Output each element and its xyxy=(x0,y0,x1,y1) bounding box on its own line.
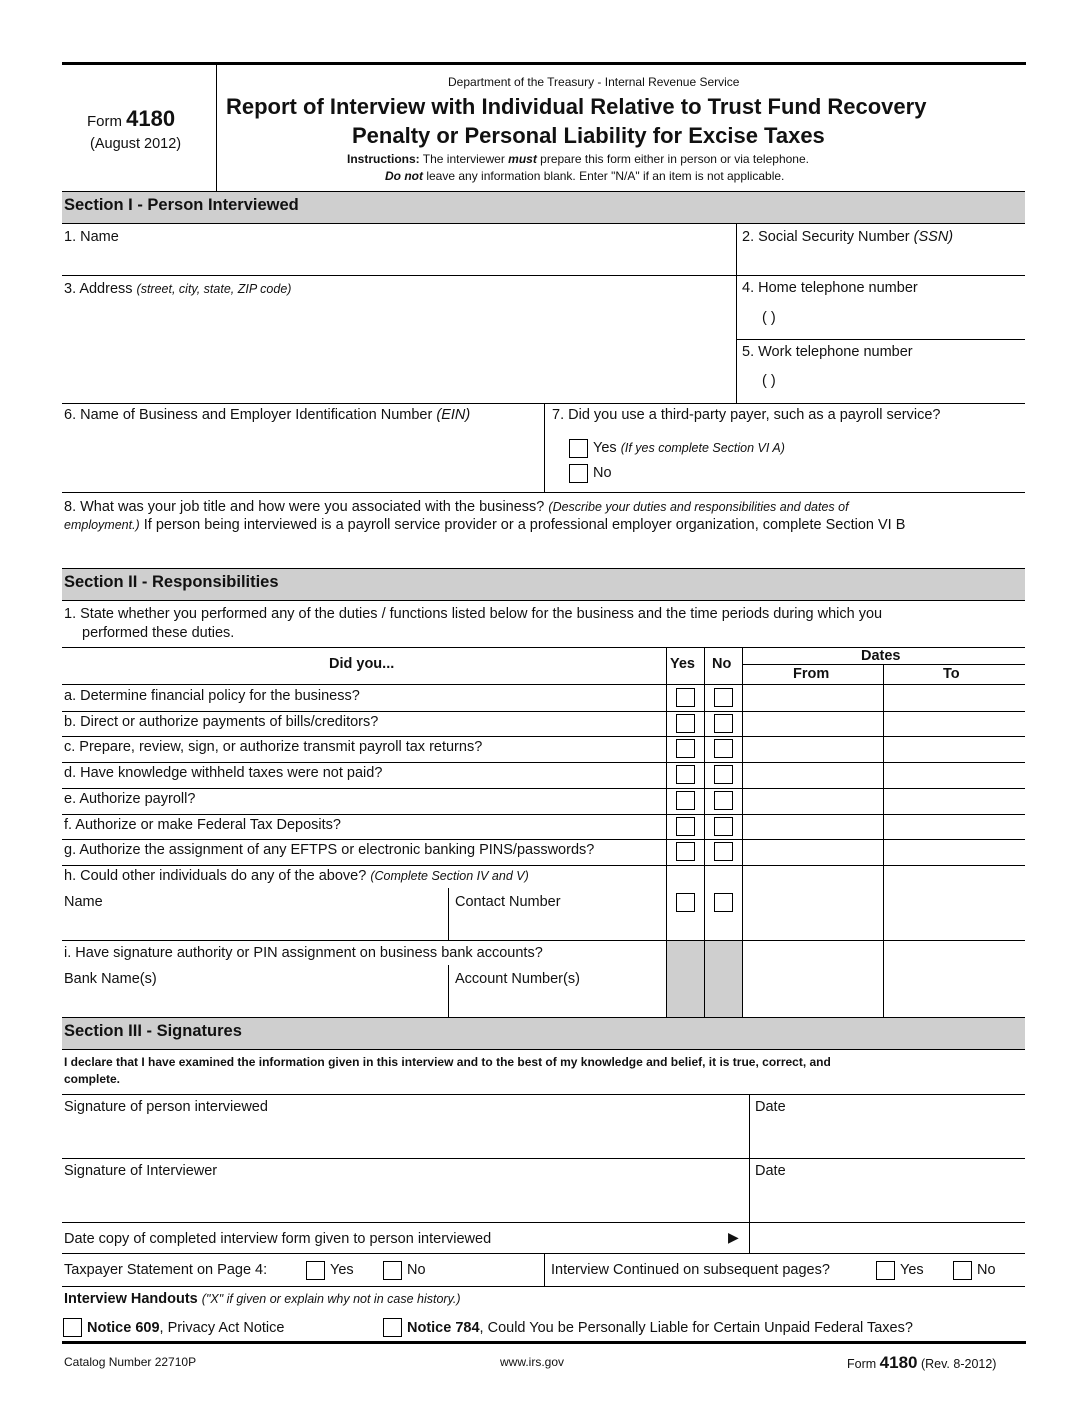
q7-yes-checkbox[interactable] xyxy=(569,439,588,458)
q7-yes-label: Yes (If yes complete Section VI A) xyxy=(593,440,785,456)
row-h-no-checkbox[interactable] xyxy=(714,893,733,912)
divider xyxy=(62,1286,1025,1287)
duty-from-field[interactable] xyxy=(743,685,883,710)
bottom-rule xyxy=(62,1341,1026,1344)
sig-interviewer-label: Signature of Interviewer xyxy=(64,1163,218,1179)
sig-person-label: Signature of person interviewed xyxy=(64,1099,268,1115)
duty-from-field[interactable] xyxy=(743,711,883,736)
form-label: Form 4180 xyxy=(87,106,176,131)
date-copy-label: Date copy of completed interview form given to person interviewed xyxy=(64,1231,492,1247)
divider xyxy=(544,403,545,492)
continued-yes-label: Yes xyxy=(900,1262,924,1278)
q8-field[interactable] xyxy=(62,536,1025,568)
row-i-bank-label: Bank Name(s) xyxy=(64,971,157,987)
q7-no-label: No xyxy=(593,465,612,481)
section2-intro: 1. State whether you performed any of the duties / functions listed below for the business and the time periods during which you xyxy=(64,606,883,622)
form-title-line1: Report of Interview with Individual Relative to Trust Fund Recovery xyxy=(226,94,927,119)
duty-to-field[interactable] xyxy=(884,762,1025,787)
arrow-right-icon: ▶ xyxy=(728,1229,739,1245)
duty-to-field[interactable] xyxy=(884,839,1025,864)
address-field[interactable] xyxy=(62,276,736,403)
row-i-bank-field[interactable] xyxy=(62,990,448,1017)
section2-header: Section II - Responsibilities xyxy=(62,568,1025,601)
duty-no-checkbox[interactable] xyxy=(714,765,733,784)
footer-form-number: Form 4180 (Rev. 8-2012) xyxy=(847,1353,997,1372)
q7-no-checkbox[interactable] xyxy=(569,464,588,483)
ssn-field[interactable] xyxy=(737,224,1025,275)
work-phone-field[interactable]: ( ) xyxy=(762,373,776,389)
continued-no-label: No xyxy=(977,1262,996,1278)
catalog-number: Catalog Number 22710P xyxy=(64,1355,197,1369)
row-h-name-label: Name xyxy=(64,894,103,910)
row-i-yes-shaded xyxy=(667,941,704,1017)
notice609-label: Notice 609, Privacy Act Notice xyxy=(87,1320,285,1336)
notice784-checkbox[interactable] xyxy=(383,1318,402,1337)
date1-label: Date xyxy=(755,1099,786,1115)
duty-no-checkbox[interactable] xyxy=(714,688,733,707)
duty-yes-checkbox[interactable] xyxy=(676,714,695,733)
home-phone-label: 4. Home telephone number xyxy=(742,280,918,296)
duty-no-checkbox[interactable] xyxy=(714,739,733,758)
sig-person-field[interactable] xyxy=(62,1095,749,1158)
continued-yes-checkbox[interactable] xyxy=(876,1261,895,1280)
department: Department of the Treasury - Internal Revenue Service xyxy=(448,75,740,89)
address-label: 3. Address (street, city, state, ZIP code) xyxy=(64,281,292,297)
duty-to-field[interactable] xyxy=(884,736,1025,761)
duty-from-field[interactable] xyxy=(743,788,883,813)
col-to: To xyxy=(943,666,960,682)
row-i-to-field[interactable] xyxy=(884,941,1025,1017)
duty-yes-checkbox[interactable] xyxy=(676,842,695,861)
duty-to-field[interactable] xyxy=(884,788,1025,813)
taxpayer-yes-label: Yes xyxy=(330,1262,354,1278)
ssn-label: 2. Social Security Number (SSN) xyxy=(742,229,954,245)
q8-label-line2: employment.) If person being interviewed is a payroll service provider or a professional employer organization, complete Section VI B xyxy=(64,517,906,533)
instructions-line1: Instructions: The interviewer must prepare this form either in person or via telephone. xyxy=(347,152,809,166)
sig-interviewer-field[interactable] xyxy=(62,1159,749,1222)
business-ein-field[interactable] xyxy=(62,404,544,492)
duty-no-checkbox[interactable] xyxy=(714,714,733,733)
row-i-label: i. Have signature authority or PIN assignment on business bank accounts? xyxy=(64,945,543,961)
col-yes: Yes xyxy=(670,656,695,672)
duty-label: d. Have knowledge withheld taxes were not paid? xyxy=(64,765,383,782)
row-h-yes-checkbox[interactable] xyxy=(676,893,695,912)
notice784-label: Notice 784, Could You be Personally Liable for Certain Unpaid Federal Taxes? xyxy=(407,1320,913,1336)
duty-label: b. Direct or authorize payments of bills/creditors? xyxy=(64,713,379,730)
duty-label: g. Authorize the assignment of any EFTPS or electronic banking PINS/passwords? xyxy=(64,842,595,859)
duty-from-field[interactable] xyxy=(743,762,883,787)
taxpayer-stmt-label: Taxpayer Statement on Page 4: xyxy=(64,1262,268,1278)
duty-yes-checkbox[interactable] xyxy=(676,817,695,836)
top-rule xyxy=(62,62,1026,65)
row-i-from-field[interactable] xyxy=(743,941,883,1017)
col-no: No xyxy=(712,656,732,672)
declaration: I declare that I have examined the information given in this interview and to the best of my knowledge and belief, it is true, correct, and xyxy=(64,1055,831,1069)
website: www.irs.gov xyxy=(500,1355,565,1369)
name-label: 1. Name xyxy=(64,229,119,245)
divider xyxy=(736,339,1025,340)
row-h-contact-field[interactable] xyxy=(449,912,666,940)
duty-to-field[interactable] xyxy=(884,685,1025,710)
duty-label: f. Authorize or make Federal Tax Deposits? xyxy=(64,816,341,833)
business-ein-label: 6. Name of Business and Employer Identification Number (EIN) xyxy=(64,407,471,423)
form-title-line2: Penalty or Personal Liability for Excise Taxes xyxy=(352,123,825,148)
handouts-label: Interview Handouts ("X" if given or explain why not in case history.) xyxy=(64,1291,461,1307)
row-h-label: h. Could other individuals do any of the above? (Complete Section IV and V) xyxy=(64,868,529,884)
row-i-account-field[interactable] xyxy=(449,990,666,1017)
duty-label: a. Determine financial policy for the business? xyxy=(64,688,360,704)
header-divider xyxy=(216,64,217,191)
col-from: From xyxy=(793,666,830,682)
q7-label: 7. Did you use a third-party payer, such as a payroll service? xyxy=(552,407,941,423)
date1-field[interactable] xyxy=(750,1095,1025,1158)
name-field[interactable] xyxy=(62,224,736,275)
row-i-no-shaded xyxy=(705,941,742,1017)
notice609-checkbox[interactable] xyxy=(63,1318,82,1337)
duty-from-field[interactable] xyxy=(743,736,883,761)
row-h-from-field[interactable] xyxy=(743,863,883,940)
col-did-you: Did you... xyxy=(329,656,395,672)
duty-from-field[interactable] xyxy=(743,814,883,839)
row-h-contact-label: Contact Number xyxy=(455,894,561,910)
q8-label: 8. What was your job title and how were you associated with the business? (Describe your duties and responsibilities and dates of xyxy=(64,499,849,515)
instructions-line2: Do not leave any information blank. Enter "N/A" if an item is not applicable. xyxy=(385,169,785,183)
row-i-account-label: Account Number(s) xyxy=(455,971,580,987)
duty-to-field[interactable] xyxy=(884,711,1025,736)
duty-yes-checkbox[interactable] xyxy=(676,688,695,707)
section1-header: Section I - Person Interviewed xyxy=(62,191,1025,224)
home-phone-field[interactable]: ( ) xyxy=(762,310,776,326)
section2-intro-line2: performed these duties. xyxy=(82,625,235,641)
duty-yes-checkbox[interactable] xyxy=(676,739,695,758)
divider xyxy=(62,492,1025,493)
duty-label: e. Authorize payroll? xyxy=(64,790,196,807)
continued-label: Interview Continued on subsequent pages? xyxy=(551,1262,830,1278)
date2-label: Date xyxy=(755,1163,786,1179)
taxpayer-no-label: No xyxy=(407,1262,426,1278)
duty-no-checkbox[interactable] xyxy=(714,791,733,810)
date2-field[interactable] xyxy=(750,1159,1025,1222)
divider xyxy=(544,1253,545,1286)
declaration-line2: complete. xyxy=(64,1072,121,1086)
duty-to-field[interactable] xyxy=(884,814,1025,839)
row-h-name-field[interactable] xyxy=(62,912,448,940)
duty-label: c. Prepare, review, sign, or authorize transmit payroll tax returns? xyxy=(64,739,483,756)
duty-no-checkbox[interactable] xyxy=(714,842,733,861)
duty-yes-checkbox[interactable] xyxy=(676,765,695,784)
taxpayer-yes-checkbox[interactable] xyxy=(306,1261,325,1280)
date-copy-field[interactable] xyxy=(750,1223,1025,1253)
duty-no-checkbox[interactable] xyxy=(714,817,733,836)
taxpayer-no-checkbox[interactable] xyxy=(383,1261,402,1280)
row-h-to-field[interactable] xyxy=(884,863,1025,940)
section3-header: Section III - Signatures xyxy=(62,1017,1025,1050)
duty-from-field[interactable] xyxy=(743,839,883,864)
duty-yes-checkbox[interactable] xyxy=(676,791,695,810)
col-dates: Dates xyxy=(861,648,901,664)
continued-no-checkbox[interactable] xyxy=(953,1261,972,1280)
work-phone-label: 5. Work telephone number xyxy=(742,344,913,360)
form-date: (August 2012) xyxy=(90,136,182,152)
